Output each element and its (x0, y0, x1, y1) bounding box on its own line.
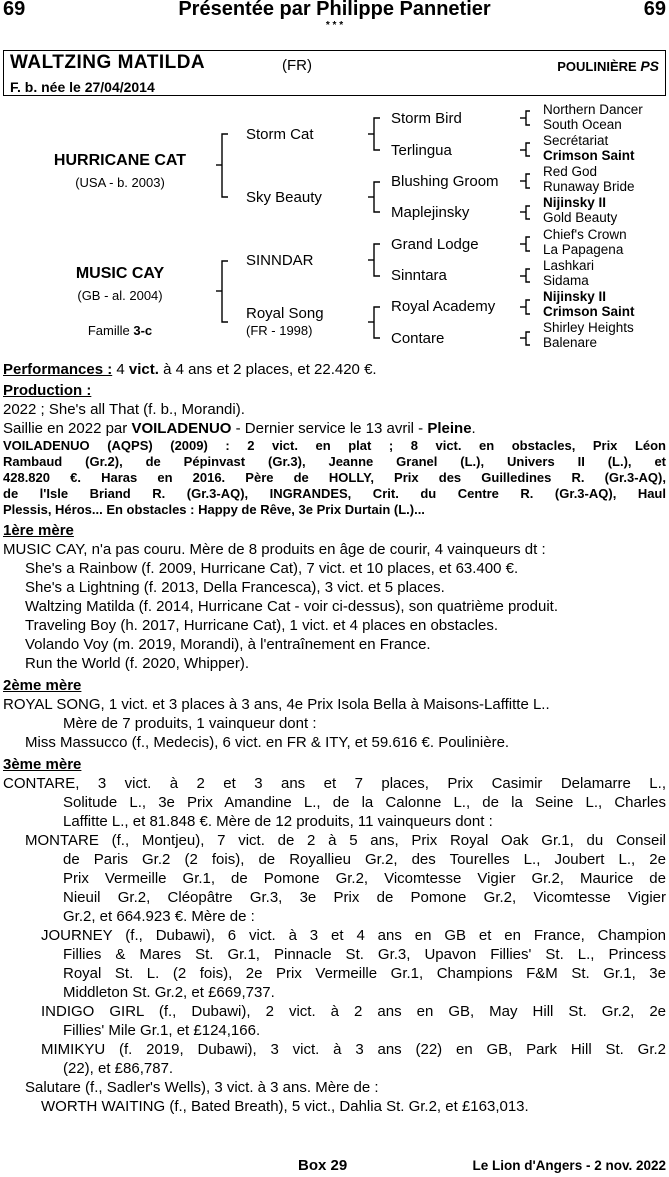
sire-info: (USA - b. 2003) (75, 175, 165, 190)
g3-8: Contare (391, 330, 445, 347)
g4-11: Lashkari (543, 258, 595, 273)
stallion-line-1: VOILADENUO (AQPS) (2009) : 2 vict. en plat ; 8 vict. en obstacles, Prix Léon (3, 438, 666, 453)
salutare: Salutare (f., Sadler's Wells), 3 vict. à 3 ans. Mère de : (25, 1079, 379, 1096)
mere3-label: 3ème mère (3, 756, 82, 773)
montare-line-2: de Paris Gr.2 (2 fois), de Royallieu Gr.2, des Tourelles L., Joubert L., 2e (63, 851, 666, 868)
kind-code: PS (640, 58, 659, 74)
catalogue-body (3, 360, 666, 1116)
mere1-label: 1ère mère (3, 522, 74, 539)
stallion-line-5: Plessis, Héros... En obstacles : Happy de Rêve, 3e Prix Durtain (L.)... (3, 502, 425, 517)
g3-6: Sinntara (391, 267, 447, 284)
production-2022: 2022 ; She's all That (f. b., Morandi). (3, 401, 245, 418)
g3-1: Storm Bird (391, 110, 462, 127)
stars: * * * (325, 20, 344, 31)
mimikyu-line-2: (22), et £86,787. (63, 1060, 174, 1077)
family-code: 3-c (133, 323, 153, 338)
horse-country: (FR) (282, 57, 312, 74)
mere1-item: She's a Rainbow (f. 2009, Hurricane Cat), 7 vict. et 10 places, et 63.400 €. (25, 560, 519, 577)
contare-line-1: CONTARE, 3 vict. à 2 et 3 ans et 7 places, Prix Casimir Delamarre L., (3, 775, 666, 792)
montare-line-1: MONTARE (f., Montjeu), 7 vict. de 2 à 5 ans, Prix Royal Oak Gr.1, du Conseil (25, 832, 666, 849)
mere1-intro: MUSIC CAY, n'a pas couru. Mère de 8 produits en âge de courir, 4 vainqueurs dt : (3, 541, 546, 558)
g2-dam-dam: Royal Song (246, 305, 324, 322)
horse-name: WALTZING MATILDA (10, 52, 206, 73)
g2-sire-sire: Storm Cat (246, 126, 314, 143)
box-number: Box 29 (298, 1157, 348, 1174)
contare-line-3: Laffitte L., et 81.848 €. Mère de 12 produits, 11 vainqueurs dont : (63, 813, 493, 830)
g4-7: Nijinsky II (543, 195, 607, 210)
g4-12: Sidama (543, 273, 589, 288)
indigo-line-2: Fillies' Mile Gr.1, et £124,166. (63, 1022, 261, 1039)
sale-place-date: Le Lion d'Angers - 2 nov. 2022 (472, 1158, 666, 1173)
stallion-line-3: 428.820 €. Haras en 2016. Père de HOLLY, Prix des Guilledines R. (Gr.3-AQ), (3, 470, 666, 485)
indigo-line-1: INDIGO GIRL (f., Dubawi), 2 vict. à 2 ans en GB, May Hill St. Gr.2, 2e (41, 1003, 666, 1020)
pedigree-table (0, 100, 669, 356)
lot-number-left: 69 (3, 0, 26, 20)
journey-line-2: Fillies & Mares St. Gr.1, Pinnacle St. Gr.3, Upavon Fillies' St. L., Princess (63, 946, 666, 963)
horse-birth: F. b. née le 27/04/2014 (10, 79, 155, 95)
g2-dam-sire: SINNDAR (246, 252, 314, 269)
g4-15: Shirley Heights (543, 320, 634, 335)
mere1-item: Run the World (f. 2020, Whipper). (25, 655, 249, 672)
g3-5: Grand Lodge (391, 236, 479, 253)
mere2-line-2: Mère de 7 produits, 1 vainqueur dont : (63, 715, 317, 732)
mere1-item: Volando Voy (m. 2019, Morandi), à l'entraînement en France. (25, 636, 431, 653)
journey-line-4: Middleton St. Gr.2, et £669,737. (63, 984, 275, 1001)
page-header (0, 0, 669, 30)
mere1-item: Traveling Boy (h. 2017, Hurricane Cat), 1 vict. et 4 places en obstacles. (25, 617, 499, 634)
g4-4: Crimson Saint (543, 148, 635, 163)
family (20, 321, 220, 340)
g2-dam-dam-info: (FR - 1998) (246, 323, 313, 338)
contare-line-2: Solitude L., 3e Prix Amandine L., de la Calonne L., de la Seine L., Charles (63, 794, 666, 811)
family-prefix: Famille (87, 323, 134, 338)
dam-name: MUSIC CAY (75, 265, 165, 282)
horse-identity-box (3, 50, 666, 96)
montare-line-3: Prix Vermeille Gr.1, de Pomone Gr.2, Vicomtesse Vigier Gr.2, Maurice de (63, 870, 666, 887)
performances: Performances : 4 vict. à 4 ans et 2 places, et 22.420 €. (3, 361, 377, 378)
mere1-item: Waltzing Matilda (f. 2014, Hurricane Cat - voir ci-dessus), son quatrième produit. (25, 598, 558, 615)
journey-line-1: JOURNEY (f., Dubawi), 6 vict. à 3 et 4 ans en GB et en France, Champion (41, 927, 666, 944)
saillie: Saillie en 2022 par VOILADENUO - Dernier service le 13 avril - Pleine. (3, 420, 476, 437)
g4-13: Nijinsky II (543, 289, 607, 304)
dam-info: (GB - al. 2004) (77, 288, 163, 303)
g4-8: Gold Beauty (543, 210, 618, 225)
g4-5: Red God (543, 164, 598, 179)
montare-line-5: Gr.2, et 664.923 €. Mère de : (63, 908, 255, 925)
g4-2: South Ocean (543, 117, 622, 132)
g4-9: Chief's Crown (543, 227, 627, 242)
g3-3: Blushing Groom (391, 173, 499, 190)
horse-kind (557, 57, 659, 76)
montare-line-4: Nieuil Gr.2, Cléopâtre Gr.3, 3e Prix de Pomone Gr.2, Vicomtesse Vigier (63, 889, 666, 906)
g4-3: Secrétariat (543, 133, 609, 148)
performances-label: Performances : (3, 361, 113, 378)
presenter-title: Présentée par Philippe Pannetier (178, 0, 491, 20)
g4-10: La Papagena (543, 242, 624, 257)
stallion-line-2: Rambaud (Gr.2), de Pépinvast (Gr.3), Jeanne Granel (L.), Univers II (L.), et (3, 454, 666, 469)
lot-number-right: 69 (643, 0, 666, 20)
page-footer (0, 1156, 669, 1176)
production-label: Production : (3, 382, 92, 399)
journey-line-3: Royal St. L. (2 fois), 2e Prix Vermeille Gr.1, Champions F&M St. Gr.1, 3e (63, 965, 666, 982)
g3-7: Royal Academy (391, 298, 496, 315)
g3-2: Terlingua (391, 142, 452, 159)
sire-name: HURRICANE CAT (53, 152, 187, 169)
g4-16: Balenare (543, 335, 598, 350)
g4-14: Crimson Saint (543, 304, 635, 319)
g4-6: Runaway Bride (543, 179, 635, 194)
mere1-item: She's a Lightning (f. 2013, Della Francesca), 3 vict. et 5 places. (25, 579, 445, 596)
g3-4: Maplejinsky (391, 204, 470, 221)
mere2-label: 2ème mère (3, 677, 82, 694)
mere2-line-3: Miss Massucco (f., Medecis), 6 vict. en FR & ITY, et 59.616 €. Poulinière. (25, 734, 510, 751)
g4-1: Northern Dancer (543, 102, 643, 117)
stallion-line-4: de l'Isle Briand R. (Gr.3-AQ), INGRANDES, Crit. du Centre R. (Gr.3-AQ), Haul (3, 486, 666, 501)
mere2-line-1: ROYAL SONG, 1 vict. et 3 places à 3 ans, 4e Prix Isola Bella à Maisons-Laffitte L.. (3, 696, 550, 713)
worth-waiting: WORTH WAITING (f., Bated Breath), 5 vict., Dahlia St. Gr.2, et £163,013. (41, 1098, 529, 1115)
kind-label: POULINIÈRE (557, 59, 637, 74)
mimikyu-line-1: MIMIKYU (f. 2019, Dubawi), 3 vict. à 3 ans (22) en GB, Park Hill St. Gr.2 (41, 1041, 666, 1058)
g2-sire-dam: Sky Beauty (246, 189, 322, 206)
